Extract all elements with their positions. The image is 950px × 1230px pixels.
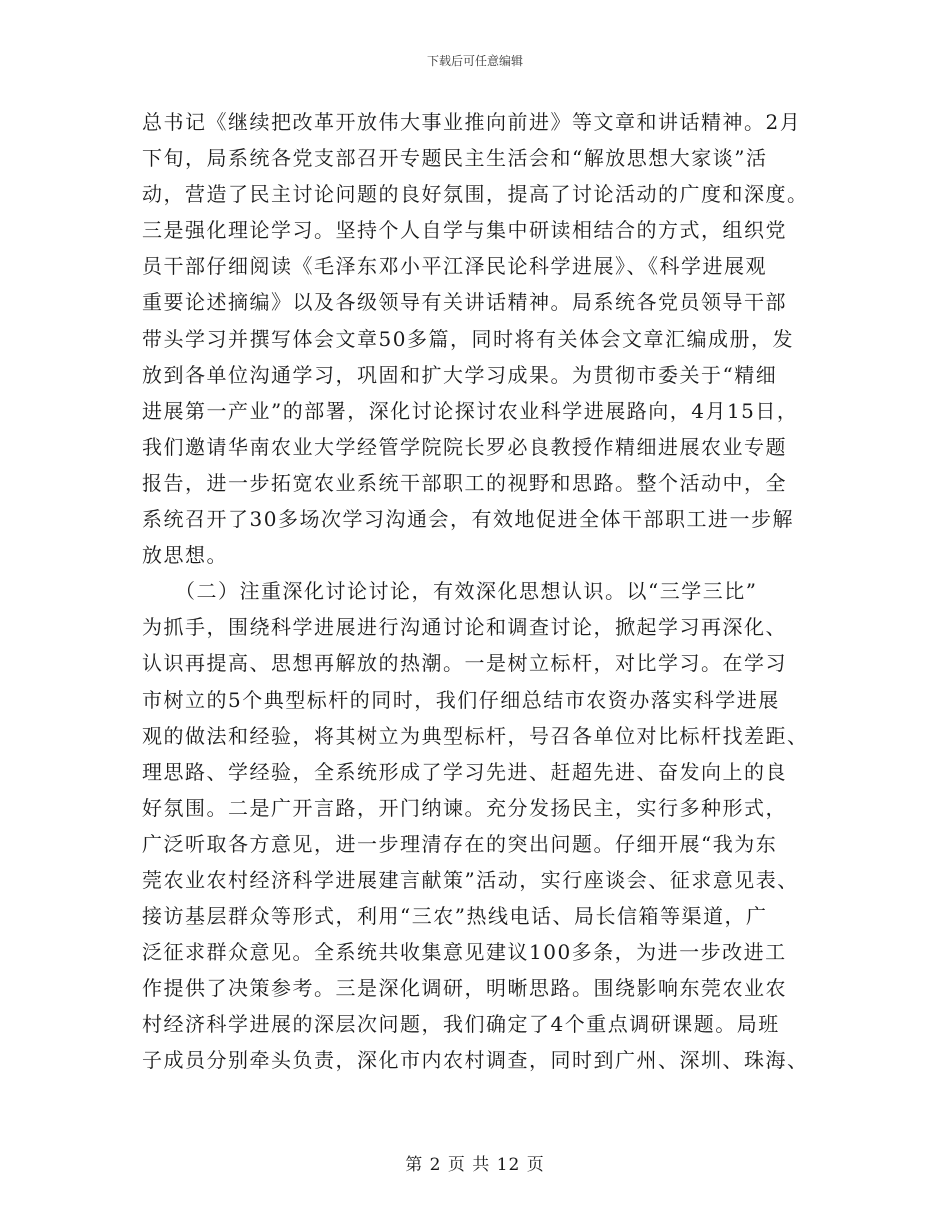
- text-line: 重要论述摘编》以及各级领导有关讲话精神。局系统各党员领导干部: [142, 290, 787, 315]
- text-line: 总书记《继续把改革开放伟大事业推向前进》等文章和讲话精神。2月: [142, 110, 802, 134]
- page-number-footer: 第 2 页 共 12 页: [405, 1155, 545, 1175]
- text-line: 莞农业农村经济科学进展建言献策”活动，实行座谈会、征求意见表、: [142, 867, 799, 892]
- page-header: 下载后可任意编辑: [426, 54, 523, 68]
- text-line: 为抓手，围绕科学进展进行沟通讨论和调查讨论，掀起学习再深化、: [142, 615, 787, 640]
- text-line: 放到各单位沟通学习，巩固和扩大学习成果。为贯彻市委关于“精细: [142, 362, 778, 387]
- text-line: 市树立的5个典型标杆的同时，我们仔细总结市农资办落实科学进展: [142, 687, 780, 712]
- text-line: 好氛围。二是广开言路，开门纳谏。充分发扬民主，实行多种形式，: [142, 795, 787, 820]
- text-line: 报告，进一步拓宽农业系统干部职工的视野和思路。整个活动中，全: [142, 470, 787, 495]
- document-body: [142, 104, 822, 1079]
- text-line: 泛征求群众意见。全系统共收集意见建议100多条，为进一步改进工: [142, 940, 787, 965]
- text-line: 员干部仔细阅读《毛泽东邓小平江泽民论科学进展》、《科学进展观: [142, 254, 767, 279]
- text-line: 进展第一产业”的部署，深化讨论探讨农业科学进展路向，4月15日，: [142, 398, 799, 423]
- text-line: 作提供了决策参考。三是深化调研，明晰思路。围绕影响东莞农业农: [142, 976, 787, 1001]
- text-line: 放思想。: [142, 543, 228, 568]
- text-line: 下旬，局系统各党支部召开专题民主生活会和“解放思想大家谈”活: [142, 146, 768, 171]
- text-line: 理思路、学经验，全系统形成了学习先进、赶超先进、奋发向上的良: [142, 759, 787, 784]
- text-line: 三是强化理论学习。坚持个人自学与集中研读相结合的方式，组织党: [142, 218, 787, 243]
- text-line: 系统召开了30多场次学习沟通会，有效地促进全体干部职工进一步解: [142, 507, 794, 532]
- text-line: 观的做法和经验，将其树立为典型标杆，号召各单位对比标杆找差距、: [142, 723, 809, 748]
- text-line: 广泛听取各方意见，进一步理清存在的突出问题。仔细开展“我为东: [142, 831, 778, 856]
- text-line: 认识再提高、思想再解放的热潮。一是树立标杆，对比学习。在学习: [142, 651, 787, 676]
- text-line: （二）注重深化讨论讨论，有效深化思想认识。以“三学三比”: [142, 579, 758, 604]
- text-line: 动，营造了民主讨论问题的良好氛围，提高了讨论活动的广度和深度。: [142, 182, 809, 207]
- text-line: 村经济科学进展的深层次问题，我们确定了4个重点调研课题。局班: [142, 1012, 780, 1037]
- text-line: 接访基层群众等形式，利用“三农”热线电话、局长信箱等渠道，广: [142, 904, 768, 929]
- text-line: 子成员分别牵头负责，深化市内农村调查，同时到广州、深圳、珠海、: [142, 1048, 809, 1073]
- text-line: 我们邀请华南农业大学经管学院院长罗必良教授作精细进展农业专题: [142, 434, 787, 459]
- text-line: 带头学习并撰写体会文章50多篇，同时将有关体会文章汇编成册，发: [142, 326, 794, 351]
